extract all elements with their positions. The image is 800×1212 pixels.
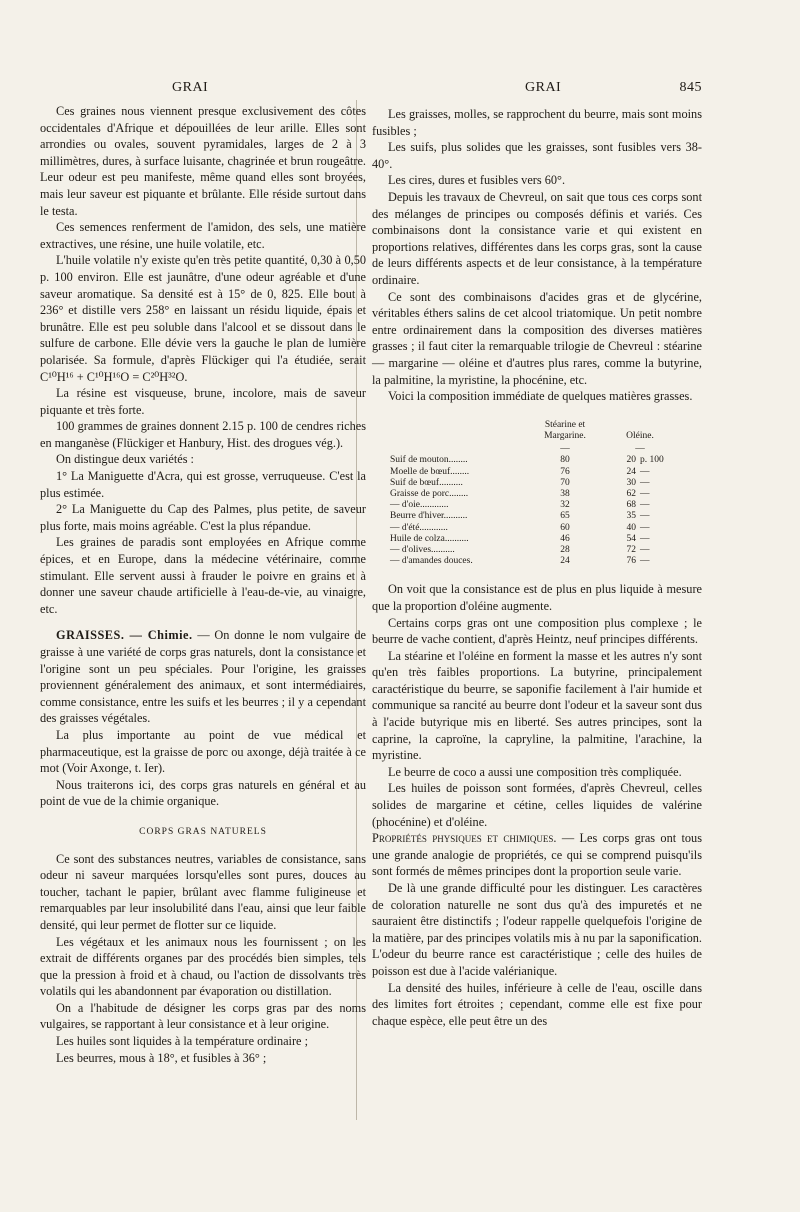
stearine-value: 24 xyxy=(560,556,570,567)
paragraph: 100 grammes de graines donnent 2.15 p. 100 de cendres riches en manganèse (Flückiger et Hanbury, Hist. des drogues vég.). xyxy=(40,419,366,450)
oleine-value: 76 xyxy=(626,556,636,567)
unit-value: — xyxy=(640,556,650,567)
unit-value: — xyxy=(640,533,650,544)
row-label: Moelle de bœuf........ xyxy=(390,466,470,477)
table-row xyxy=(390,556,680,567)
table-row xyxy=(390,534,680,545)
paragraph: L'huile volatile n'y existe qu'en très petite quantité, 0,30 à 0,50 p. 100 environ. Elle est jaunâtre, d'une odeur agréable et d'une saveur aromatique. Sa densité est à 15° de 0, 825. Elle bout à 236° et distille vers 258° en laissant un résidu liquide, épais et brunâtre. Elle est peu soluble dans l'alcool et se dissout dans le sulfure de carbone. Elle dévie vers la gauche le plan de lumière polarisée. Sa formule, d'après Flückiger qui l'a étudiée, serait C¹⁰H¹⁶ + C¹⁰H¹⁶O = C²⁰H³²O. xyxy=(40,253,366,384)
paragraph: Depuis les travaux de Chevreul, on sait que tous ces corps sont des mélanges de principes ou composés définis et variés. Ces combinaisons dont la consistance varie et qui existent en proportions relatives, différentes dans les corps gras, sont la cause de leurs différents aspects et de leur consistance, à la température ordinaire. xyxy=(372,189,702,287)
oleine-value: 35 xyxy=(626,511,636,522)
entry-section: — Chimie. xyxy=(124,628,193,643)
table-row xyxy=(390,489,680,500)
row-label: Suif de mouton........ xyxy=(390,455,468,466)
paragraph: Les huiles sont liquides à la température ordinaire ; xyxy=(56,1034,309,1049)
table-header-dash: — xyxy=(560,444,570,455)
paragraph: Certains corps gras ont une composition plus complexe ; le beurre de vache contient, d'après Heintz, neuf principes différents. xyxy=(372,615,702,647)
table-header-oleine: Oléine. xyxy=(626,430,654,441)
composition-table xyxy=(390,419,680,568)
table-row xyxy=(390,455,680,466)
paragraph: Ce sont des substances neutres, variables de consistance, sans odeur ni saveur marquées lorsqu'elles sont pures, douces au toucher, tachant le papier, brûlant avec flamme fuligineuse et remarquables par leur insolubilité dans l'eau, ainsi que leur faible densité, qui leur permet de flotter sur ce liquide. xyxy=(40,851,366,932)
graisses-entry xyxy=(40,627,366,727)
table-row xyxy=(390,511,680,522)
paragraph: La résine est visqueuse, brune, incolore, mais de saveur piquante et très forte. xyxy=(40,386,366,417)
paragraph: On distingue deux variétés : xyxy=(56,452,194,467)
oleine-value: 54 xyxy=(626,533,636,544)
unit-value: — xyxy=(640,544,650,555)
paragraph: La stéarine et l'oléine en forment la masse et les autres n'y sont qu'en très faibles proportions. La butyrine, principalement caractéristique du beurre, se saponifie facilement à l'air humide et communique sa rancité au beurre dont l'odeur et la saveur sont dus à l'acide butyrique mis en liberté. Ses autres principes, sont la caprine, la caproïne, la capryline, la palmitine, l'arachine, la myristine. xyxy=(372,648,702,763)
stearine-value: 80 xyxy=(560,455,570,466)
unit-value: — xyxy=(640,522,650,533)
paragraph: Ces semences renferment de l'amidon, des sels, une matière extractives, une résine, une huile volatile, etc. xyxy=(40,220,366,251)
row-label: — d'oie............ xyxy=(390,500,449,511)
left-column xyxy=(40,103,366,1066)
properties-entry xyxy=(372,830,702,880)
paragraph: Les graisses, molles, se rapprochent du beurre, mais sont moins fusibles ; xyxy=(372,107,702,138)
paragraph: 2° La Maniguette du Cap des Palmes, plus petite, de saveur plus forte, mais moins agréable. C'est la plus répandue. xyxy=(40,502,366,533)
section-subheading: CORPS GRAS NATURELS xyxy=(139,826,267,837)
running-header-right: GRAI xyxy=(525,80,562,95)
row-label: Graisse de porc........ xyxy=(390,488,469,499)
oleine-value: 30 xyxy=(626,477,636,488)
table-row xyxy=(390,545,680,556)
unit-value: — xyxy=(640,511,650,522)
paragraph: Voici la composition immédiate de quelques matières grasses. xyxy=(388,389,693,404)
properties-text: — Les corps gras ont tous une grande analogie de propriétés, ce qui se comprend puisqu'ils sont formés de mêmes principes dont la proportion seule varie. xyxy=(372,831,702,879)
row-label: — d'olives.......... xyxy=(390,544,455,555)
paragraph: Le beurre de coco a aussi une composition très compliquée. xyxy=(388,764,682,779)
entry-text: — On donne le nom vulgaire de graisse à une variété de corps gras naturels, dont la consistance et l'origine sont un peu spéciales. Pour l'origine, les graisses proviennent généralement des animaux, et sont intermédiaires, comme consistance, entre les suifs et les beurres ; il y a cependant des graisses végétales. xyxy=(40,628,366,726)
table-row xyxy=(390,478,680,489)
paragraph: On a l'habitude de désigner les corps gras par des noms vulgaires, se rapportant à leur consistance et à leur origine. xyxy=(40,1000,366,1032)
properties-heading: Propriétés physiques et chimiques. xyxy=(372,831,557,846)
paragraph: Les graines de paradis sont employées en Afrique comme épices, et en Europe, dans la médecine vétérinaire, comme stimulant. Elle servent aussi à frauder le poivre en grains et à donner une saveur chaude artificielle à l'eau-de-vie, au vinaigre, etc. xyxy=(40,535,366,616)
row-label: Beurre d'hiver.......... xyxy=(390,511,468,522)
stearine-value: 70 xyxy=(560,477,570,488)
row-label: Suif de bœuf.......... xyxy=(390,477,463,488)
table-row xyxy=(390,467,680,478)
stearine-value: 60 xyxy=(560,522,570,533)
oleine-value: 40 xyxy=(626,522,636,533)
stearine-value: 76 xyxy=(560,466,570,477)
stearine-value: 32 xyxy=(560,500,570,511)
unit-value: — xyxy=(640,477,650,488)
stearine-value: 65 xyxy=(560,511,570,522)
composition-table-body xyxy=(390,455,680,567)
running-header-left: GRAI xyxy=(172,80,209,95)
stearine-value: 28 xyxy=(560,544,570,555)
row-label: — d'été............ xyxy=(390,522,448,533)
paragraph: On voit que la consistance est de plus en plus liquide à mesure que la proportion d'oléine augmente. xyxy=(372,582,702,613)
paragraph: La plus importante au point de vue médical et pharmaceutique, est la graisse de porc ou axonge, déjà traitée à ce mot (Voir Axonge, t. Ier). xyxy=(40,727,366,776)
stearine-value: 46 xyxy=(560,533,570,544)
oleine-value: 68 xyxy=(626,500,636,511)
right-column xyxy=(372,106,702,1029)
stearine-value: 38 xyxy=(560,488,570,499)
paragraph: Nous traiterons ici, des corps gras naturels en général et au point de vue de la chimie organique. xyxy=(40,777,366,809)
row-label: Huile de colza.......... xyxy=(390,533,469,544)
table-row xyxy=(390,523,680,534)
paragraph: La densité des huiles, inférieure à celle de l'eau, oscille dans des limites fort étroites ; cependant, comme elle est fixe pour chaque espèce, elle peut être un des xyxy=(372,980,702,1028)
oleine-value: 72 xyxy=(626,544,636,555)
unit-value: — xyxy=(640,488,650,499)
paragraph: Les beurres, mous à 18°, et fusibles à 36° ; xyxy=(56,1050,267,1065)
paragraph: Les cires, dures et fusibles vers 60°. xyxy=(388,173,566,188)
table-header-stearine: Stéarine et Margarine. xyxy=(544,419,586,441)
page-number: 845 xyxy=(679,80,702,95)
unit-value: — xyxy=(640,500,650,511)
entry-headword: GRAISSES. xyxy=(56,628,125,643)
paragraph: Ce sont des combinaisons d'acides gras et de glycérine, véritables éthers salins de cet alcool triatomique. Un petit nombre entre ordinairement dans la composition des diverses matières grasses ; il faut citer la remarquable trilogie de Chevreul : stéarine — margarine — oléine et d'autres plus rares, comme la butyrine, la palmitine, la myristine, la phocénine, etc. xyxy=(372,289,702,387)
unit-value: p. 100 xyxy=(640,455,664,466)
row-label: — d'amandes douces. xyxy=(390,556,473,567)
paragraph: Les suifs, plus solides que les graisses, sont fusibles vers 38-40°. xyxy=(372,140,702,171)
oleine-value: 24 xyxy=(626,466,636,477)
paragraph: Les végétaux et les animaux nous les fournissent ; on les extrait de différents organes par des procédés bien simples, tels que la pression à froid et à chaud, ou l'action de dissolvants très volatils qui les abandonnent par évaporation ou distillation. xyxy=(40,934,366,999)
table-header-dash: — xyxy=(635,444,645,455)
paragraph: 1° La Maniguette d'Acra, qui est grosse, verruqueuse. C'est la plus estimée. xyxy=(40,469,366,500)
table-row xyxy=(390,500,680,511)
paragraph: De là une grande difficulté pour les distinguer. Les caractères de coloration naturelle ne sont dus qu'à des impuretés et ne sauraient être distinctifs ; l'odeur rappelle quelquefois l'origine de la matière, par des principes volatils mis à nu par la saponification. L'odeur du beurre rance est caractéristique ; celle des huiles de poisson est due à l'acide valérianique. xyxy=(372,881,702,978)
oleine-value: 62 xyxy=(626,488,636,499)
paragraph: Ces graines nous viennent presque exclusivement des côtes occidentales d'Afrique et dépouillées de leur arille. Elles sont arrondies ou ovales, souvent pyramidales, larges de 2 à 3 millimètres, dures, à surface luisante, chagrinée et brun rougeâtre. Leur odeur est peu manifeste, même quand elles sont broyées, mais leur saveur est piquante et brûlante. Elle réside surtout dans le testa. xyxy=(40,104,366,218)
paragraph: Les huiles de poisson sont formées, d'après Chevreul, celles solides de margarine et cétine, celles liquides de valérine (phocénine) et d'oléine. xyxy=(372,781,702,829)
oleine-value: 20 xyxy=(626,455,636,466)
unit-value: — xyxy=(640,466,650,477)
